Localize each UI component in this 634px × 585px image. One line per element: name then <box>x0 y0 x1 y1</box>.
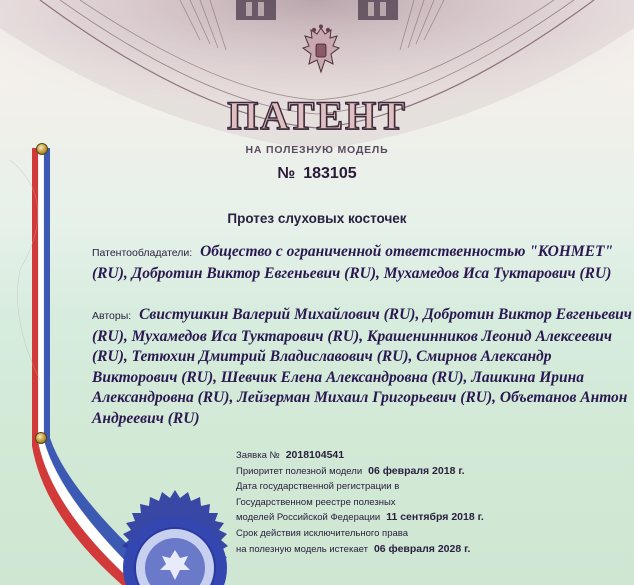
authors-label: Авторы: <box>92 310 132 322</box>
patent-holders-label: Патентообладатели: <box>92 247 193 259</box>
registration-info <box>236 448 634 557</box>
expiry-date: 06 февраля 2028 г. <box>373 542 471 555</box>
number-sign: № <box>277 165 296 182</box>
document-title: ПАТЕНТ <box>227 93 407 138</box>
authors-block <box>92 305 632 429</box>
registration-date: 11 сентября 2018 г. <box>386 511 484 524</box>
priority-line <box>236 464 634 480</box>
registration-line-1: Дата государственной регистрации в <box>236 481 400 493</box>
invention-title: Протез слуховых косточек <box>227 211 407 226</box>
application-line <box>236 448 634 464</box>
coat-of-arms-icon <box>297 24 345 80</box>
registration-line-3 <box>236 510 634 526</box>
priority-label: Приоритет полезной модели <box>236 465 363 477</box>
application-number: 2018104541 <box>285 449 345 461</box>
authors-value: Свистушкин Валерий Михайлович (RU), Добротин Виктор Евгеньевич (RU), Мухамедов Иса Туктарович (RU), Крашенинников Леонид Алексеевич (RU), Тетюхин Дмитрий Владиславович (RU), Смирнов Александр Викторович (RU), Шевчик Елена Александровна (RU), Лашкина Ирина Александровна (RU), Лейзерман Михаил Григорьевич (RU), Объетанов Антон Андреевич (RU) <box>92 306 632 427</box>
registration-line-2: Государственном реестре полезных <box>236 496 396 508</box>
term-line-1: Срок действия исключительного права <box>236 527 408 539</box>
registration-label: моделей Российской Федерации <box>236 512 381 524</box>
document-subtitle: НА ПОЛЕЗНУЮ МОДЕЛЬ <box>245 144 389 156</box>
priority-date: 06 февраля 2018 г. <box>368 464 465 477</box>
ribbon-pin-top <box>36 143 48 155</box>
term-line-2 <box>236 542 634 558</box>
ribbon-pin-bottom <box>35 432 47 444</box>
patent-number-value: 183105 <box>303 165 357 182</box>
term-label: на полезную модель истекает <box>236 543 368 555</box>
official-seal-icon <box>100 488 250 585</box>
patent-holders-value: Общество с ограниченной ответственностью "КОНМЕТ" (RU), Добротин Виктор Евгеньевич (RU), Мухамедов Иса Туктарович (RU) <box>92 243 614 282</box>
patent-holders-block <box>92 242 632 284</box>
application-label: Заявка № <box>236 450 280 461</box>
